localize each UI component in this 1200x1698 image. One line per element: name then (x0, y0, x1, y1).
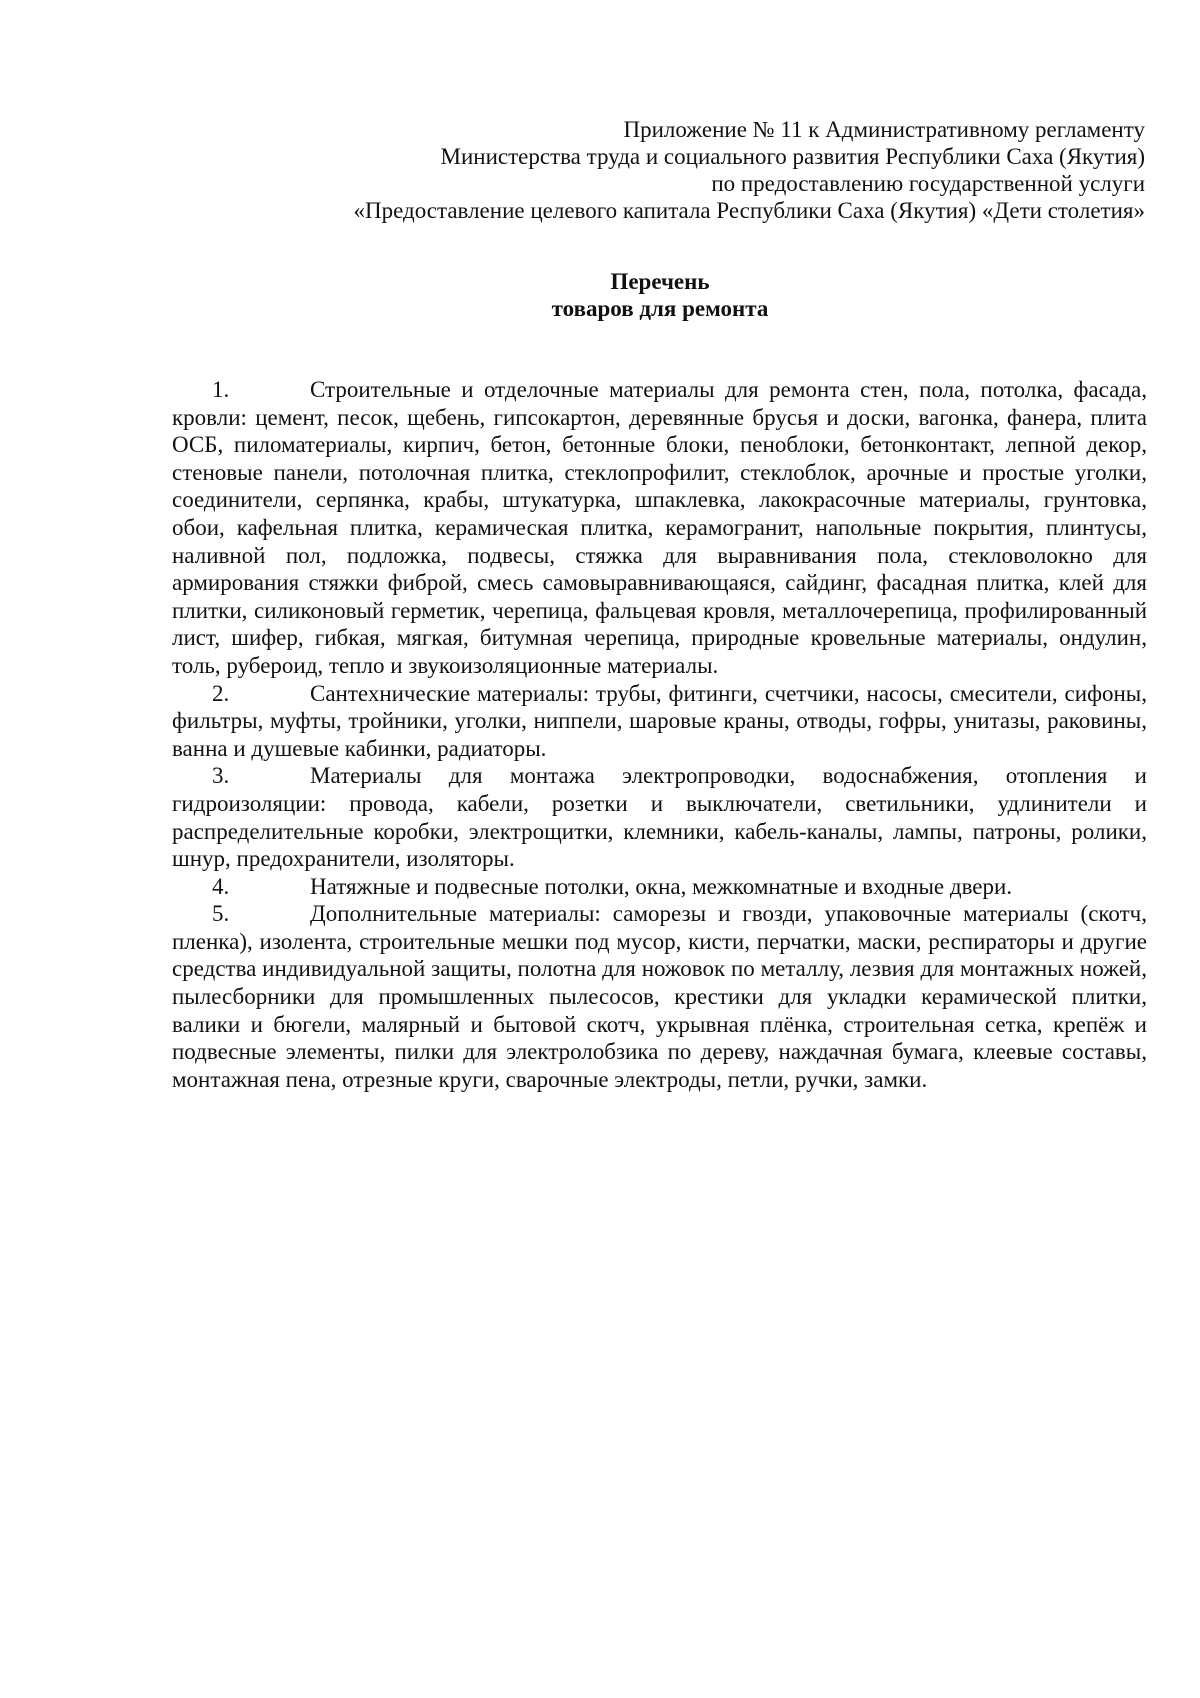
header-line-1: Приложение № 11 к Административному регламенту (623, 117, 1145, 142)
document-title (170, 268, 1150, 322)
list-item (172, 376, 1147, 680)
title-line-2: товаров для ремонта (551, 296, 769, 321)
title-line-1: Перечень (610, 269, 710, 294)
header-line-3: по предоставлению государственной услуги (711, 171, 1145, 196)
list-item-text: Натяжные и подвесные потолки, окна, межкомнатные и входные двери. (310, 873, 1013, 899)
goods-list (172, 376, 1147, 1093)
header-line-2: Министерства труда и социального развития Республики Саха (Якутия) (440, 144, 1145, 169)
list-item-number: 4. (212, 873, 230, 899)
appendix-header (245, 116, 1145, 224)
list-item-text: Материалы для монтажа электропроводки, водоснабжения, отопления и гидроизоляции: провода, кабели, розетки и выключатели, светильники, удлинители и распределительные коробки, электрощитки, клемники, кабель-каналы, лампы, патроны, ролики, шнур, предохранители, изоляторы. (172, 763, 1147, 872)
list-item-text: Сантехнические материалы: трубы, фитинги, счетчики, насосы, смесители, сифоны, фильтры, муфты, тройники, уголки, ниппели, шаровые краны, отводы, гофры, унитазы, раковины, ванна и душевые кабинки, радиаторы. (172, 680, 1147, 761)
list-item-text: Строительные и отделочные материалы для ремонта стен, пола, потолка, фасада, кровли: цемент, песок, щебень, гипсокартон, деревянные брусья и доски, вагонка, фанера, плита ОСБ, пиломатериалы, кирпич, бетон, бетонные блоки, пеноблоки, бетонконтакт, лепной декор, стеновые панели, потолочная плитка, стеклопрофилит, стеклоблок, арочные и простые уголки, соединители, серпянка, крабы, штукатурка, шпаклевка, лакокрасочные материалы, грунтовка, обои, кафельная плитка, керамическая плитка, керамогранит, напольные покрытия, плинтусы, наливной пол, подложка, подвесы, стяжка для выравнивания пола, стекловолокно для армирования стяжки фиброй, смесь самовыравнивающаяся, сайдинг, фасадная плитка, клей для плитки, силиконовый герметик, черепица, фальцевая кровля, металлочерепица, профилированный лист, шифер, гибкая, мягкая, битумная черепица, природные кровельные материалы, ондулин, толь, рубероид, тепло и звукоизоляционные материалы. (172, 377, 1147, 678)
list-item (172, 900, 1147, 1093)
list-item (172, 680, 1147, 763)
list-item (172, 762, 1147, 872)
list-item-number: 1. (212, 377, 230, 402)
list-item-number: 5. (212, 901, 230, 927)
header-line-4: «Предоставление целевого капитала Республики Саха (Якутия) «Дети столетия» (353, 198, 1145, 223)
list-item-number: 2. (212, 680, 230, 706)
list-item (172, 873, 1147, 901)
list-item-number: 3. (212, 763, 230, 789)
list-item-text: Дополнительные материалы: саморезы и гвозди, упаковочные материалы (скотч, пленка), изолента, строительные мешки под мусор, кисти, перчатки, маски, респираторы и другие средства индивидуальной защиты, полотна для ножовок по металлу, лезвия для монтажных ножей, пылесборники для промышленных пылесосов, крестики для укладки керамической плитки, валики и бюгели, малярный и бытовой скотч, укрывная плёнка, строительная сетка, крепёж и подвесные элементы, пилки для электролобзика по дереву, наждачная бумага, клеевые составы, монтажная пена, отрезные круги, сварочные электроды, петли, ручки, замки. (172, 901, 1147, 1092)
